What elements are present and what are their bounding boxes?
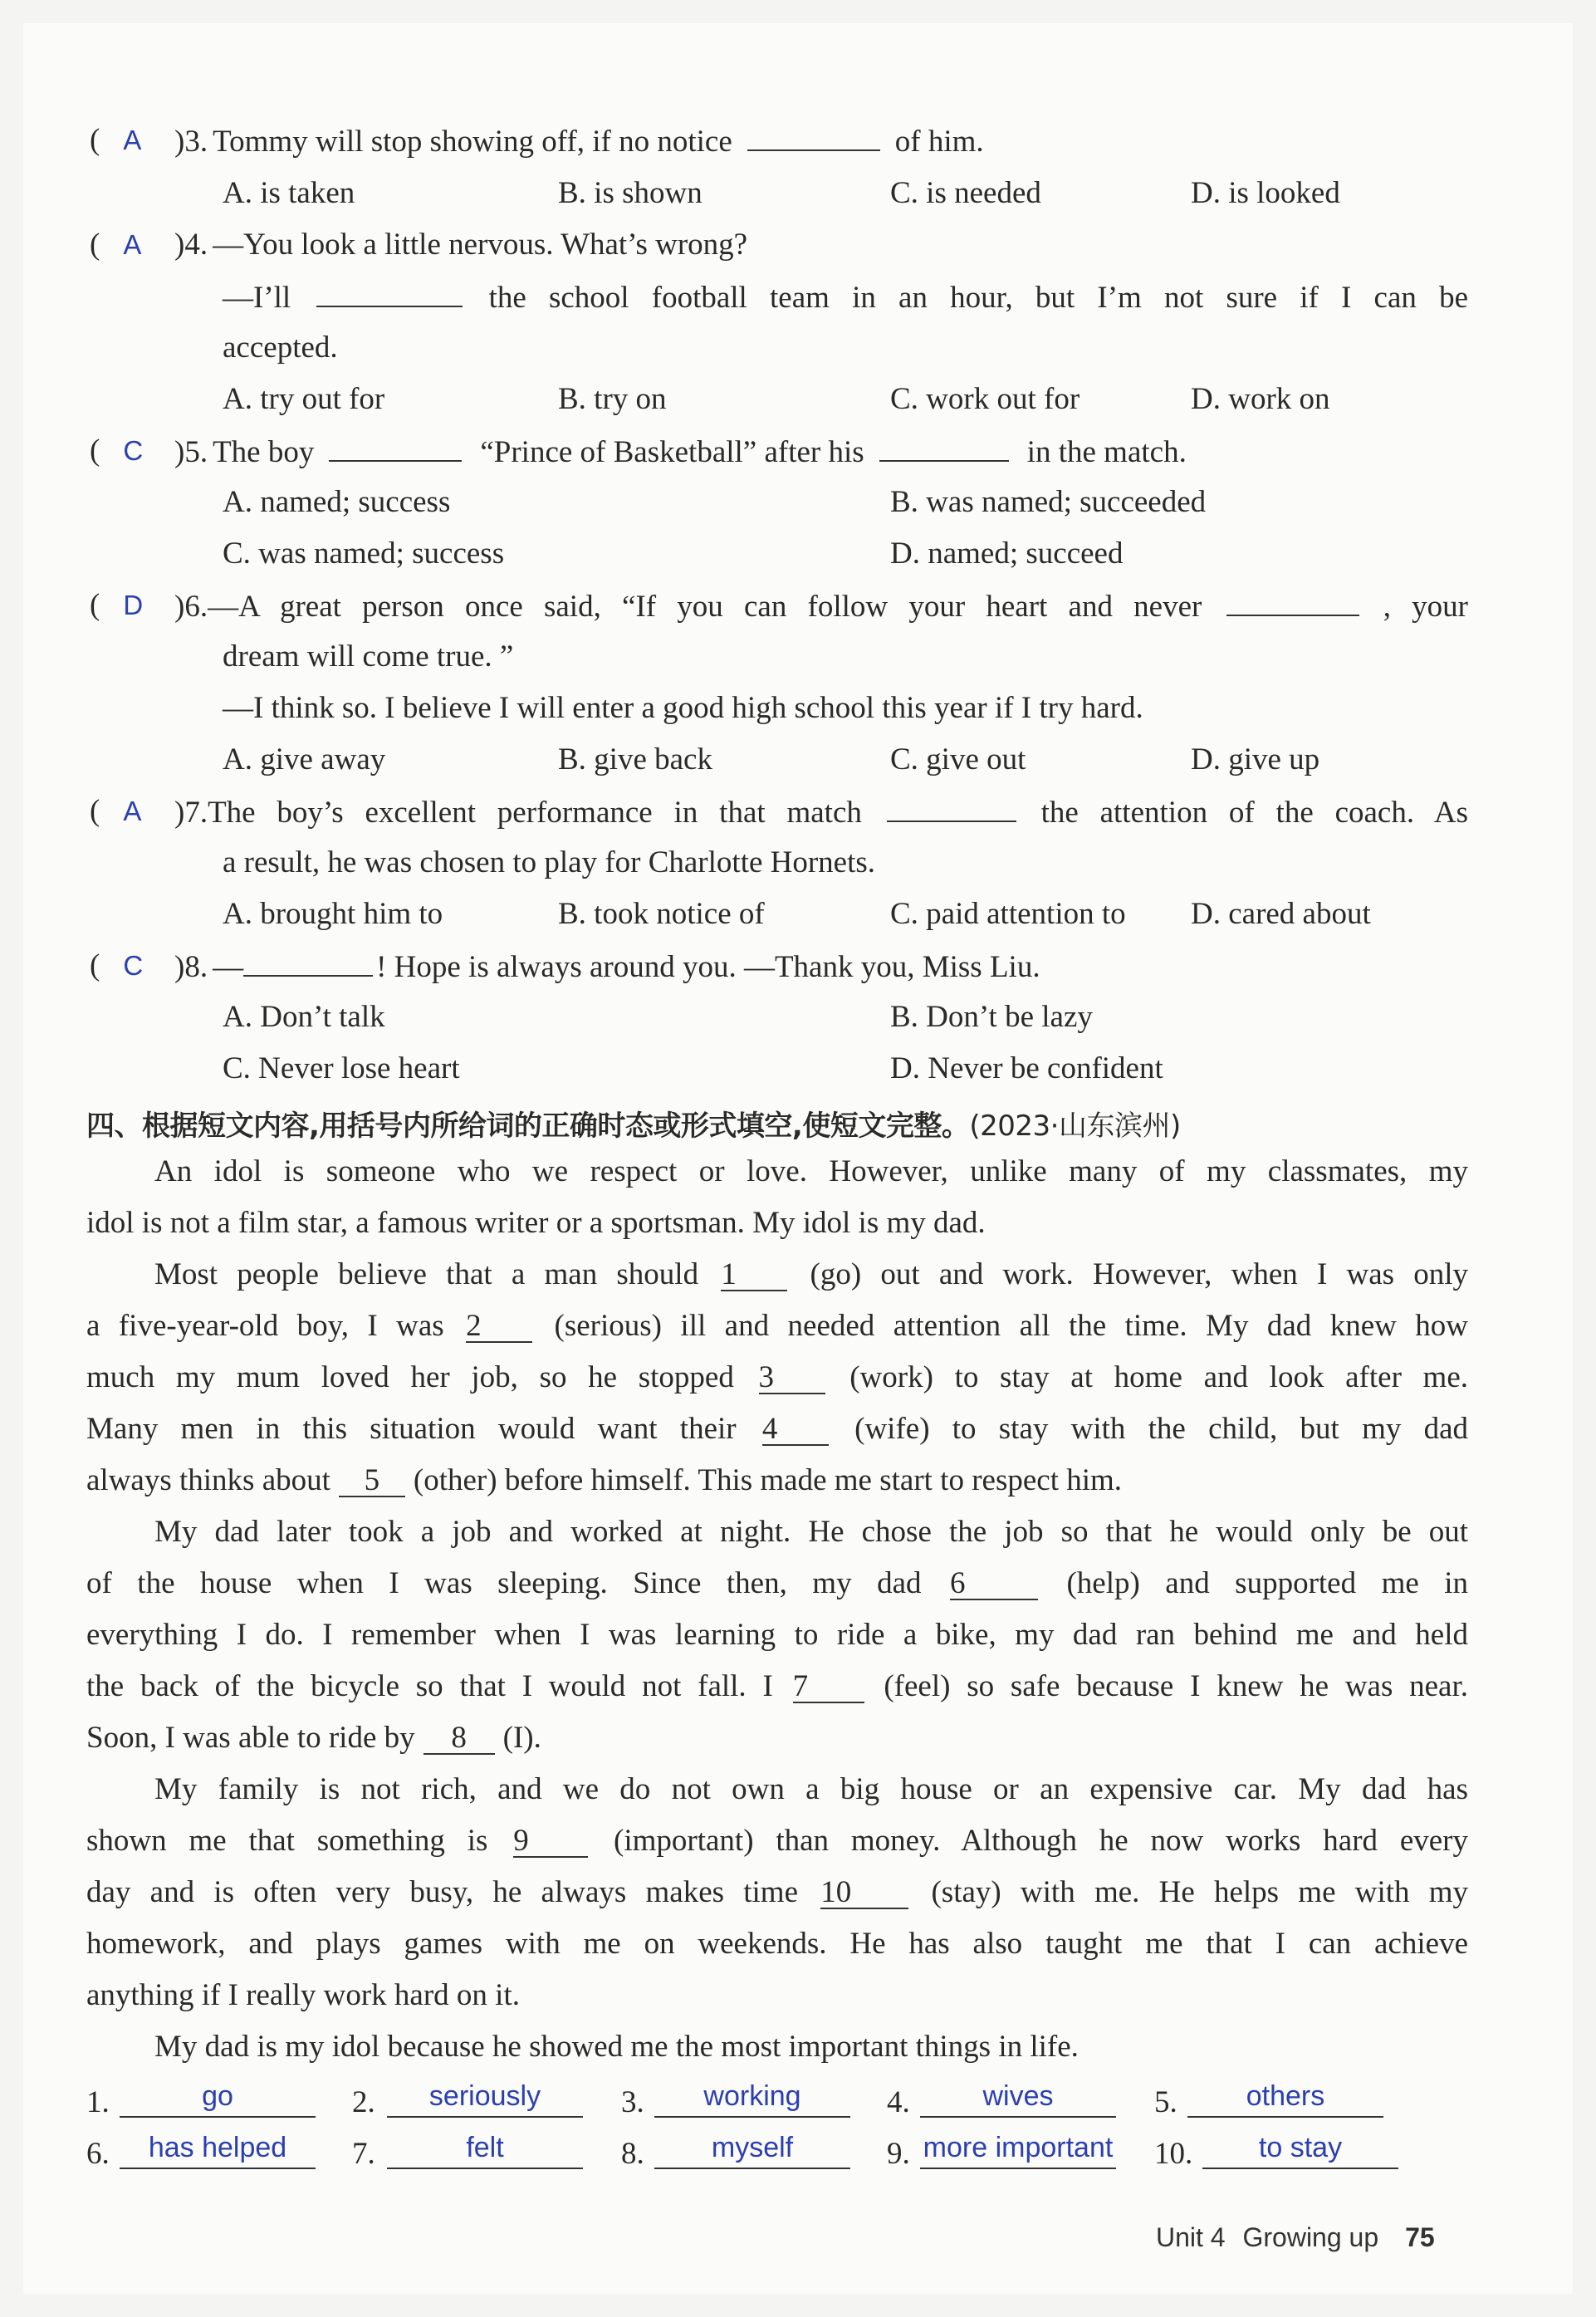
q6-line3: —I think so. I believe I will enter a good high school this year if I try hard. xyxy=(223,691,1143,725)
q6-option-b: B. give back xyxy=(558,742,712,776)
q5-option-d: D. named; succeed xyxy=(890,536,1124,571)
q5-answer: C xyxy=(123,435,144,466)
passage-p5-line1: My dad is my idol because he showed me the most important things in life. xyxy=(154,2030,1079,2064)
answer-7: felt xyxy=(387,2131,583,2169)
q3-option-c: C. is needed xyxy=(890,176,1041,210)
passage-p3-line2: of the house when I was sleeping. Since then, my dad 6 (help) and supported me in xyxy=(86,1566,1469,1600)
q3-option-a: A. is taken xyxy=(223,176,355,210)
passage-p3-line1: My dad later took a job and worked at night. He chose the job so that he would only be out xyxy=(154,1515,1468,1549)
q5-option-a: A. named; success xyxy=(223,485,451,519)
passage-p2-line4: Many men in this situation would want their 4 (wife) to stay with the child, but my dad xyxy=(86,1412,1469,1446)
q8-option-b: B. Don’t be lazy xyxy=(890,1000,1093,1034)
q8-stem: )8. — ! Hope is always around you. —Thank you, Miss Liu. xyxy=(174,950,1040,984)
answer-8: myself xyxy=(654,2131,850,2169)
q8-option-a: A. Don’t talk xyxy=(223,1000,385,1034)
footer-title: Growing up xyxy=(1242,2222,1379,2252)
passage-p4-line5: anything if I really work hard on it. xyxy=(86,1978,520,2012)
q8-option-d: D. Never be confident xyxy=(890,1051,1163,1085)
answer-4: wives xyxy=(920,2079,1116,2118)
answer-3: working xyxy=(654,2079,850,2118)
answer-6: has helped xyxy=(120,2131,316,2169)
q3-stem: )3. Tommy will stop showing off, if no notice of him. xyxy=(174,125,984,159)
passage-p4-line1: My family is not rich, and we do not own a big house or an expensive car. My dad has xyxy=(154,1772,1468,1806)
q7-option-c: C. paid attention to xyxy=(890,897,1126,931)
passage-p4-line4: homework, and plays games with me on weekends. He has also taught me that I can achieve xyxy=(86,1927,1468,1961)
q6-line2: dream will come true. ” xyxy=(223,639,514,674)
q4-option-d: D. work on xyxy=(1191,382,1330,416)
q6-option-d: D. give up xyxy=(1191,742,1320,776)
q7-answer: A xyxy=(123,796,142,826)
q8-option-c: C. Never lose heart xyxy=(223,1051,460,1085)
q4-answer-bracket: ( A xyxy=(90,228,142,262)
passage-p4-line2: shown me that something is 9 (important) than money. Although he now works hard every xyxy=(86,1824,1468,1858)
answer-5: others xyxy=(1187,2079,1383,2118)
passage-p3-line4: the back of the bicycle so that I would not fall. I 7 (feel) so safe because I knew he was near. xyxy=(86,1669,1469,1703)
q6-option-a: A. give away xyxy=(223,742,386,776)
q4-stem: )4. —You look a little nervous. What’s wrong? xyxy=(174,228,748,262)
q8-answer: C xyxy=(123,950,144,981)
q4-answer: A xyxy=(123,229,142,260)
passage-p1-line2: idol is not a film star, a famous writer or a sportsman. My idol is my dad. xyxy=(86,1206,986,1240)
footer-unit: Unit 4 xyxy=(1156,2222,1226,2252)
q6-answer-bracket: ( D xyxy=(90,588,144,622)
page-footer xyxy=(1156,2222,1435,2253)
q6-stem: )6.—A great person once said, “If you can follow your heart and never , your xyxy=(174,590,1468,624)
answer-2: seriously xyxy=(387,2079,583,2118)
passage-p3-line3: everything I do. I remember when I was learning to ride a bike, my dad ran behind me and held xyxy=(86,1618,1468,1652)
q3-option-d: D. is looked xyxy=(1191,176,1340,210)
q7-option-a: A. brought him to xyxy=(223,897,443,931)
q4-option-a: A. try out for xyxy=(223,382,385,416)
page-number: 75 xyxy=(1405,2222,1435,2252)
q7-answer-bracket: ( A xyxy=(90,794,142,828)
q4-line3: accepted. xyxy=(223,331,338,365)
passage-p2-line2: a five-year-old boy, I was 2 (serious) ill and needed attention all the time. My dad knew how xyxy=(86,1309,1468,1343)
answer-10: to stay xyxy=(1202,2131,1398,2169)
q4-option-b: B. try on xyxy=(558,382,667,416)
q5-stem: )5. The boy “Prince of Basketball” after his in the match. xyxy=(174,435,1187,469)
q5-option-c: C. was named; success xyxy=(223,536,505,571)
q3-option-b: B. is shown xyxy=(558,176,703,210)
q7-option-b: B. took notice of xyxy=(558,897,765,931)
q5-answer-bracket: ( C xyxy=(90,434,144,468)
section-4-source: (2023·山东滨州) xyxy=(969,1110,1181,1143)
passage-p3-line5: Soon, I was able to ride by 8 (I). xyxy=(86,1721,541,1755)
passage-p2-line5: always thinks about 5 (other) before himself. This made me start to respect him. xyxy=(86,1463,1123,1497)
passage-p4-line3: day and is often very busy, he always makes time 10 (stay) with me. He helps me with my xyxy=(86,1875,1469,1909)
passage-p2-line1: Most people believe that a man should 1 (go) out and work. However, when I was only xyxy=(154,1257,1469,1291)
q5-option-b: B. was named; succeeded xyxy=(890,485,1207,519)
q6-answer: D xyxy=(123,590,144,620)
q3-answer: A xyxy=(123,125,142,155)
passage-p1-line1: An idol is someone who we respect or love. However, unlike many of my classmates, my xyxy=(154,1154,1468,1188)
q7-option-d: D. cared about xyxy=(1191,897,1371,931)
q3-answer-bracket: ( A xyxy=(90,123,142,157)
q4-option-c: C. work out for xyxy=(890,382,1080,416)
passage-p2-line3: much my mum loved her job, so he stopped 3 (work) to stay at home and look after me. xyxy=(86,1360,1469,1394)
q8-answer-bracket: ( C xyxy=(90,948,144,982)
q7-stem: )7.The boy’s excellent performance in that match the attention of the coach. As xyxy=(174,796,1469,830)
q6-option-c: C. give out xyxy=(890,742,1026,776)
answer-1: go xyxy=(120,2079,316,2118)
q7-line2: a result, he was chosen to play for Charlotte Hornets. xyxy=(223,845,876,879)
section-4-heading: 四、根据短文内容,用括号内所给词的正确时态或形式填空,使短文完整。(2023·山东滨州) xyxy=(86,1110,1181,1143)
q4-line2: —I’ll the school football team in an hour, but I’m not sure if I can be xyxy=(223,281,1469,315)
answer-9: more important xyxy=(920,2131,1116,2169)
